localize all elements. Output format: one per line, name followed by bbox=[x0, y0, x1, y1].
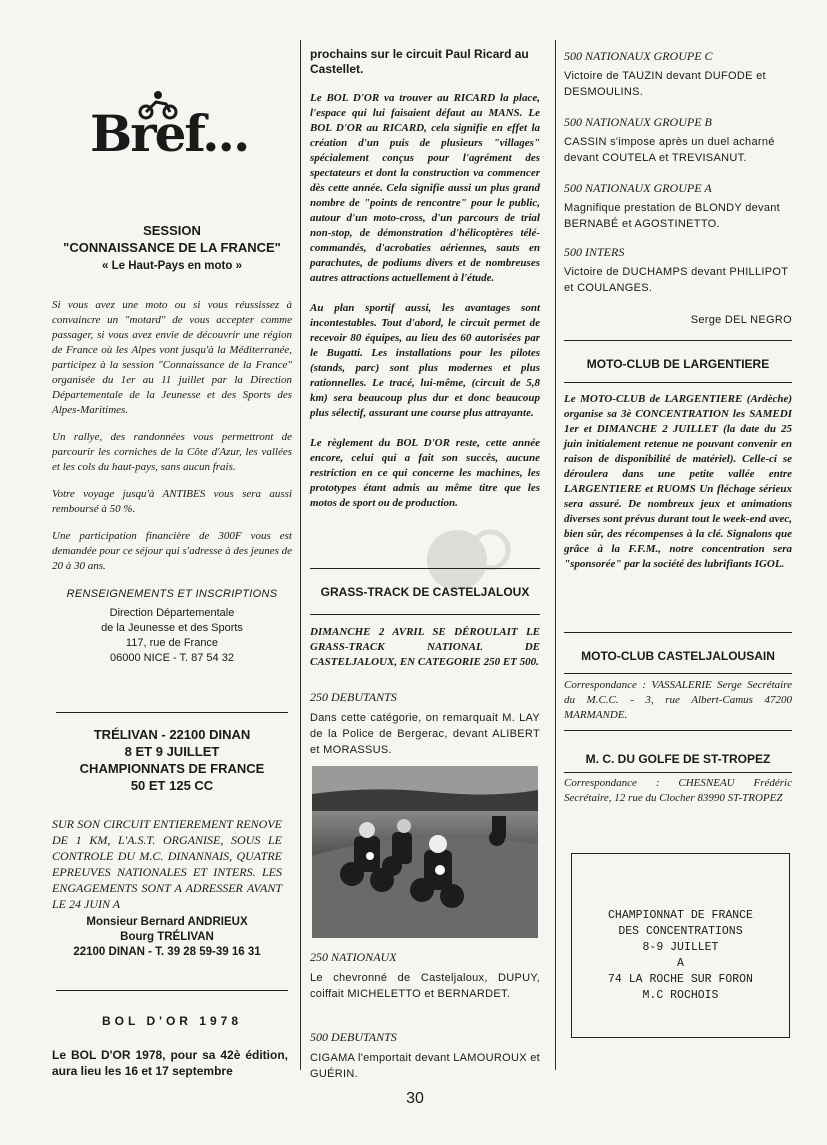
divider bbox=[564, 340, 792, 341]
grass-track-intro: DIMANCHE 2 AVRIL SE DÉROULAIT LE GRASS-TRACK NATIONAL DE CASTELJALOUX, EN CATEGORIE 250 ET 500. bbox=[310, 626, 540, 668]
trelivan-address-line: Monsieur Bernard ANDRIEUX bbox=[86, 916, 248, 928]
session-subtitle: « Le Haut-Pays en moto » bbox=[102, 260, 242, 272]
inters-text: Victoire de DUCHAMPS devant PHILLIPOT et COULANGES. bbox=[564, 266, 789, 294]
trelivan-paragraph: SUR SON CIRCUIT ENTIEREMENT RENOVE DE 1 KM, L'A.S.T. ORGANISE, SOUS LE CONTROLE DU M.C. DINANNAIS, QUATRE EPREUVES NATIONALES ET INTERS. LES ENGAGEMENTS SONT A ADRESSER AVANT LE 24 JUIN A bbox=[52, 817, 282, 911]
bol-continuation: prochains sur le circuit Paul Ricard au Castellet. bbox=[310, 47, 529, 76]
divider bbox=[564, 772, 792, 773]
divider bbox=[310, 568, 540, 569]
mc-golfe-title: M. C. DU GOLFE DE ST-TROPEZ bbox=[585, 752, 771, 766]
mc-largentiere-text: Le MOTO-CLUB de LARGENTIERE (Ardèche) organise sa 3è CONCENTRATION les SAMEDI 1er et DIMANCHE 2 JUILLET (la date du 25 juin initialement retenue ne pouvant convenir en raison de disponibilité de matériel). Celle-ci se déroulera dans une petite vallée entre LARGENTIERE et RUOMS Un fléchage sérieux sera assuré. De nombreux jeux et animations diverses sont prévus durant tout le week-end avec, bien sûr, des récompenses à la clé. Signalons que grâce à la F.F.M., notre concentration sera "sponsorée" par la société des lubrifiants IGOL. bbox=[564, 393, 792, 570]
session-paragraph-4: Une participation financière de 300F vous est demandée pour ce séjour qui s'adresse à des jeunes de 20 à 30 ans. bbox=[52, 530, 292, 572]
box-line: DES CONCENTRATIONS bbox=[618, 925, 743, 938]
trelivan-address-line: Bourg TRÉLIVAN bbox=[120, 931, 214, 943]
author-signature: Serge DEL NEGRO bbox=[690, 314, 792, 326]
session-title-1: SESSION bbox=[143, 223, 201, 238]
category-500-debutants-text: CIGAMA l'emportait devant LAMOUROUX et GUÉRIN. bbox=[310, 1052, 540, 1080]
group-a-title: 500 NATIONAUX GROUPE A bbox=[564, 181, 712, 195]
bref-logo bbox=[90, 90, 270, 170]
session-paragraph-1: Si vous avez une moto ou si vous réussissez à convaincre un "motard" de vous accepter comme passager, si vous avez envie de découvrir une région de France où les Alpes vont jusqu'à la Méditerranée, participez à la session "Connaissance de la France" organisée du 1er au 11 juillet par la Direction Départementale de la Jeunesse et des Sports des Alpes-Maritimes. bbox=[52, 299, 292, 416]
trelivan-title-3: CHAMPIONNATS DE FRANCE bbox=[79, 761, 265, 776]
bref-title: Bref... bbox=[90, 104, 249, 163]
divider bbox=[564, 382, 792, 383]
bol-paragraph-3: Le règlement du BOL D'OR reste, cette année encore, celui qui a fait son succès, aucune restriction en ce qui concerne les machines, les prototypes étant admis au même titre que les motos de sport ou de production. bbox=[310, 437, 540, 509]
address-line: Direction Départementale bbox=[109, 607, 235, 619]
mc-casteljalousain-text: Correspondance : VASSALERIE Serge Secrétaire du M.C.C. - 3, rue Albert-Camus 47200 MARMANDE. bbox=[564, 679, 792, 721]
trelivan-title-4: 50 ET 125 CC bbox=[130, 778, 214, 793]
category-250-debutants: 250 DEBUTANTS bbox=[310, 690, 397, 704]
column-rule-2 bbox=[555, 40, 556, 1070]
session-paragraph-2: Un rallye, des randonnées vous permettront de parcourir les corniches de la Côte d'Azur, les vallées et les cols du haut-pays, sans aucun frais. bbox=[52, 431, 292, 473]
inters-title: 500 INTERS bbox=[564, 245, 625, 259]
mc-largentiere-title: MOTO-CLUB DE LARGENTIERE bbox=[586, 357, 770, 371]
championnat-box bbox=[571, 853, 790, 1038]
trelivan-address bbox=[52, 915, 282, 960]
session-paragraph-3: Votre voyage jusqu'à ANTIBES vous sera aussi remboursé à 50 %. bbox=[52, 488, 292, 515]
box-line: M.C ROCHOIS bbox=[642, 989, 719, 1002]
race-photo bbox=[312, 766, 538, 938]
divider bbox=[56, 712, 288, 713]
grass-track-title: GRASS-TRACK DE CASTELJALOUX bbox=[320, 585, 530, 599]
divider bbox=[56, 990, 288, 991]
category-250-debutants-text: Dans cette catégorie, on remarquait M. LAY de la Police de Bergerac, devant ALIBERT et MORASSUS. bbox=[310, 712, 540, 756]
bol-paragraph-2: Au plan sportif aussi, les avantages sont incontestables. Tout d'abord, le circuit permet de recevoir 80 équipes, au lieu des 60 autorisées par le Bugatti. Les installations pour les pilotes (stands, parc) sont plus modernes et plus rationnelles. Le tracé, lui-même, (circuit de 5,8 km) sera beaucoup plus dur et donc beaucoup plus sélectif, assurant une course plus attrayante. bbox=[310, 302, 540, 419]
category-250-nationaux: 250 NATIONAUX bbox=[310, 950, 397, 964]
session-title-2: "CONNAISSANCE DE LA FRANCE" bbox=[63, 240, 281, 255]
group-b-title: 500 NATIONAUX GROUPE B bbox=[564, 115, 712, 129]
group-a-text: Magnifique prestation de BLONDY devant BERNABÉ et AGOSTINETTO. bbox=[564, 202, 781, 230]
box-line: 8-9 JUILLET bbox=[642, 941, 719, 954]
category-250-nationaux-text: Le chevronné de Casteljaloux, DUPUY, coiffait MICHELETTO et BERNARDET. bbox=[310, 972, 540, 1000]
bol-paragraph-1: Le BOL D'OR va trouver au RICARD la place, l'espace qui lui faisaient défaut au MANS. Le BOL D'OR au RICARD, cela signifie en effet la création d'un puis de plusieurs "villages" spécialement conçus pour l'agrément des spectateurs et dont la construction va commencer dès cette année. Cela signifie aussi un plus grand nombre de "points de rencontre" pour le public, autour d'un moto-cross, d'un parcours de trial non-stop, de démonstration d'hélicoptères télé-commandés, d'acrobaties aériennes, sauts en parachutes, de podiums divers et de nombreuses autres attractions actuellement à l'étude. bbox=[310, 92, 540, 284]
trelivan-address-line: 22100 DINAN - T. 39 28 59-39 16 31 bbox=[73, 946, 261, 958]
group-c-title: 500 NATIONAUX GROUPE C bbox=[564, 49, 713, 63]
mc-golfe-text: Correspondance : CHESNEAU Frédéric Secrétaire, 12 rue du Clocher 83990 ST-TROPEZ bbox=[564, 777, 792, 804]
category-500-debutants: 500 DEBUTANTS bbox=[310, 1030, 397, 1044]
box-line: A bbox=[677, 957, 684, 970]
address-line: 06000 NICE - T. 87 54 32 bbox=[110, 652, 234, 664]
renseignements-label: RENSEIGNEMENTS ET INSCRIPTIONS bbox=[66, 588, 278, 600]
group-c-text: Victoire de TAUZIN devant DUFODE et DESMOULINS. bbox=[564, 70, 766, 98]
bol-intro: Le BOL D'OR 1978, pour sa 42è édition, aura lieu les 16 et 17 septembre bbox=[52, 1048, 288, 1078]
divider bbox=[564, 632, 792, 633]
divider bbox=[564, 730, 792, 731]
trelivan-title-1: TRÉLIVAN - 22100 DINAN bbox=[93, 727, 251, 742]
box-line: CHAMPIONNAT DE FRANCE bbox=[608, 909, 753, 922]
trelivan-title-2: 8 ET 9 JUILLET bbox=[124, 744, 220, 759]
group-b-text: CASSIN s'impose après un duel acharné devant COUTELA et TREVISANUT. bbox=[564, 136, 775, 164]
address-line: 117, rue de France bbox=[125, 637, 219, 649]
box-line: 74 LA ROCHE SUR FORON bbox=[608, 973, 753, 986]
mc-casteljalousain-title: MOTO-CLUB CASTELJALOUSAIN bbox=[581, 649, 775, 663]
column-rule-1 bbox=[300, 40, 301, 1070]
divider bbox=[564, 673, 792, 674]
bol-title: BOL D'OR 1978 bbox=[102, 1014, 242, 1028]
address-line: de la Jeunesse et des Sports bbox=[101, 622, 243, 634]
divider bbox=[310, 614, 540, 615]
address-block bbox=[52, 606, 292, 666]
page-number: 30 bbox=[406, 1090, 424, 1107]
